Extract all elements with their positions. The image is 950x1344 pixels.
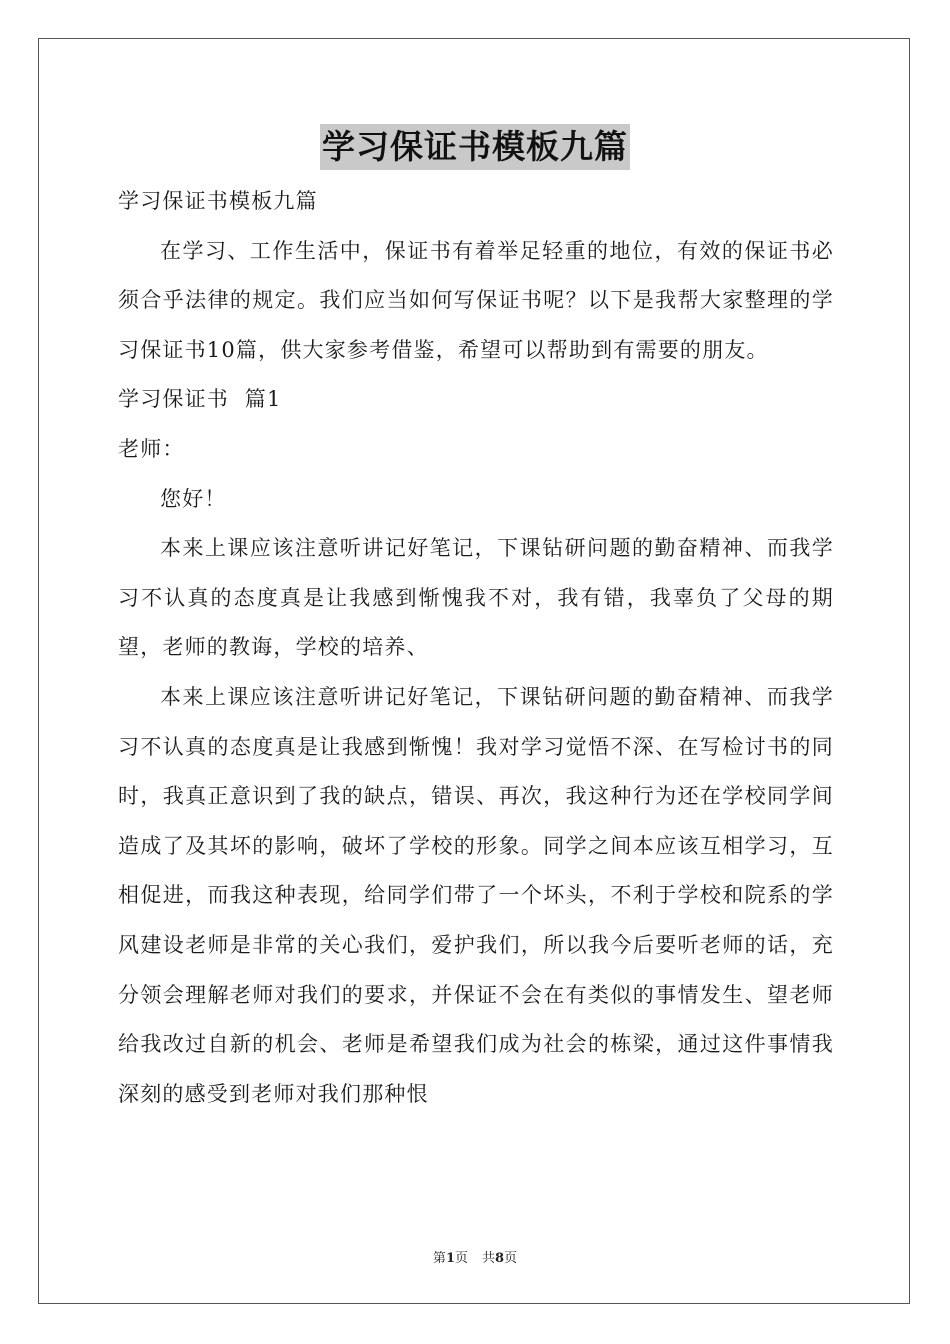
page-number: 1 <box>445 1251 455 1266</box>
page-footer <box>0 1247 950 1266</box>
page-suffix: 页 <box>454 1251 468 1266</box>
total-pages: 8 <box>495 1251 505 1266</box>
total-suffix: 页 <box>504 1251 518 1266</box>
document-title: 学习保证书模板九篇 <box>320 124 630 170</box>
paragraph: 在学习、工作生活中，保证书有着举足轻重的地位，有效的保证书必须合乎法律的规定。我们应当如何写保证书呢？以下是我帮大家整理的学习保证书10篇，供大家参考借鉴，希望可以帮助到有需要的朋友。 <box>118 238 834 362</box>
document-body <box>118 177 834 1119</box>
page-prefix: 第 <box>432 1251 446 1266</box>
salutation: 老师： <box>118 436 185 461</box>
paragraph: 本来上课应该注意听讲记好笔记，下课钻研问题的勤奋精神、而我学习不认真的态度真是让我感到惭愧！我对学习觉悟不深、在写检讨书的同时，我真正意识到了我的缺点，错误、再次，我这种行为还在学校同学间造成了及其坏的影响，破坏了学校的形象。同学之间本应该互相学习，互相促进，而我这种表现，给同学们带了一个坏头，不利于学校和院系的学风建设老师是非常的关心我们，爱护我们，所以我今后要听老师的话，充分领会理解老师对我们的要求，并保证不会在有类似的事情发生、望老师给我改过自新的机会、老师是希望我们成为社会的栋梁，通过这件事情我深刻的感受到老师对我们那种恨 <box>118 684 834 1106</box>
section-heading: 学习保证书 篇1 <box>118 387 282 412</box>
greeting: 您好！ <box>160 486 227 511</box>
title-container <box>0 124 950 170</box>
total-prefix: 共 <box>482 1251 496 1266</box>
paragraph: 学习保证书模板九篇 <box>118 189 318 213</box>
paragraph: 本来上课应该注意听讲记好笔记，下课钻研问题的勤奋精神、而我学习不认真的态度真是让我感到惭愧我不对，我有错，我辜负了父母的期望，老师的教诲，学校的培养、 <box>118 536 834 660</box>
